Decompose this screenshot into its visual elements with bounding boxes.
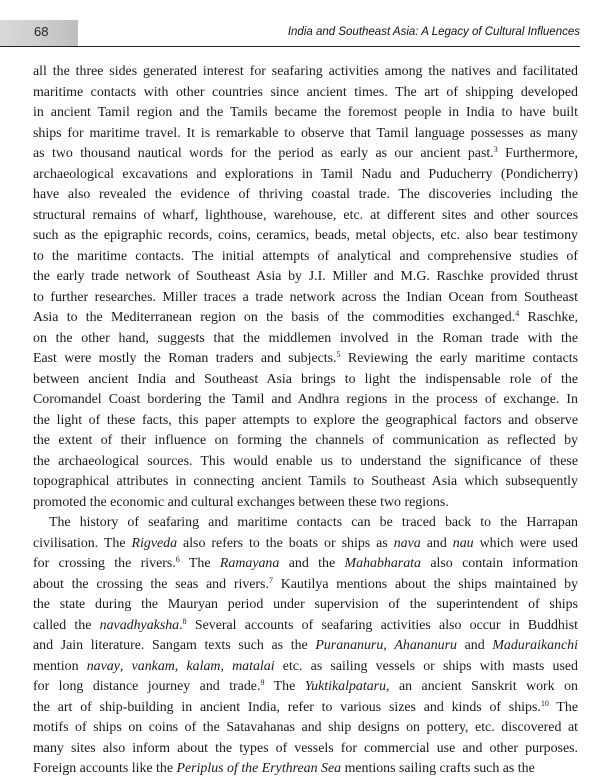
text-line: the state during the Mauryan period under supervision of the superintendent of ships [33, 597, 578, 612]
page-number: 68 [34, 24, 49, 39]
text-line: have also revealed the evidence of thriving coastal trade. The discoveries including the [33, 187, 578, 202]
text-line: the light of these facts, this paper attempts to explore the geographical factors and observe [33, 412, 578, 428]
page-header [0, 20, 580, 47]
running-title: India and Southeast Asia: A Legacy of Cultural Influences [287, 26, 580, 38]
text-line: in ancient Tamil region and the Tamils became the foremost people in India to have built [33, 105, 578, 120]
text-line: Asia to the Mediterranean region on the basis of the commodities exchanged.$^4$ Raschke, [33, 309, 578, 325]
text-line: about the crossing the seas and rivers.$^7$ Kautilya mentions about the ships maintained by [33, 575, 578, 592]
text-line: for crossing the rivers.$^6$ The Ramayana and the Mahabharata also contain information [33, 555, 578, 571]
text-line: on the other hand, suggests that the middlemen involved in the Roman trade with the [33, 330, 578, 346]
text-line: promoted the economic and cultural exchanges between these two regions. [33, 494, 449, 510]
text-line: and Jain literature. Sangam texts such as the Purananuru, Ahananuru and Maduraikanchi [33, 638, 578, 653]
text-line: the extent of their influence on forming the channels of communication as reflected by [33, 433, 578, 448]
text-line: such as the epigraphic records, coins, ceramics, beads, metal objects, etc. also bear testimony [33, 228, 578, 243]
text-line: mention navay, vankam, kalam, matalai etc. as sailing vessels or ships with masts used [33, 658, 578, 674]
text-line: structural remains of wharf, lighthouse, warehouse, etc. at different sites and other sources [33, 207, 578, 223]
body-text [33, 62, 578, 780]
text-line: topographical attributes in connecting ancient Tamils to Southeast Asia which subsequently [33, 474, 578, 489]
text-line: maritime contacts with other countries since ancient times. The art of shipping developed [33, 84, 578, 100]
text-line: Foreign accounts like the Periplus of the Erythrean Sea mentions sailing crafts such as the [33, 761, 535, 776]
footnote-marker: 3 [493, 145, 498, 154]
footnote-marker: 8 [182, 616, 187, 626]
text-line: the archaeological sources. This would enable us to understand the significance of these [33, 453, 578, 469]
text-line: between ancient India and Southeast Asia brings to light the indispensable role of the [33, 371, 578, 387]
footnote-marker: 5 [336, 350, 341, 359]
text-line: as two thousand nautical words for the period as early as our ancient past.$^3$ Furthermore, [33, 145, 578, 161]
text-line: Coromandel Coast bordering the Tamil and Andhra regions in the process of exchange. In [33, 392, 578, 407]
footnote-marker: 6 [175, 555, 180, 564]
text-line: for long distance journey and trade.$^9$ The Yuktikalpataru, an ancient Sanskrit work on [33, 678, 578, 694]
paragraph [33, 62, 578, 513]
text-line: the early trade network of Southeast Asia by J.I. Miller and M.G. Raschke provided thrust [33, 269, 578, 284]
footnote-marker: 9 [260, 678, 265, 687]
footnote-marker: 7 [268, 575, 273, 585]
text-line: all the three sides generated interest for seafaring activities among the natives and facilitated [33, 64, 578, 79]
text-line: to the maritime contacts. The initial attempts of analytical and comprehensive studies of [33, 248, 578, 264]
paragraph [33, 513, 578, 780]
text-line: many sites also inform about the types of vessels for commercial use and other purposes. [33, 740, 578, 756]
text-line: East were mostly the Roman traders and subjects.$^5$ Reviewing the early maritime contacts [33, 350, 579, 366]
text-line: motifs of ships on coins of the Satavahanas and ship designs on pottery, etc. discovered at [33, 720, 578, 735]
footnote-marker: 10 [540, 698, 549, 708]
text-line: civilisation. The Rigveda also refers to the boats or ships as nava and nau which were used [33, 535, 578, 551]
footnote-marker: 4 [515, 309, 520, 318]
text-line: archaeological excavations and explorations in Tamil Nadu and Puducherry (Pondicherry) [33, 166, 578, 182]
text-line: ships for maritime travel. It is remarkable to observe that Tamil language possesses as many [33, 125, 578, 141]
text-line: to further researches. Miller traces a trade network across the Indian Ocean from Southeast [33, 289, 578, 305]
text-line: called the navadhyaksha.$^8$ Several accounts of seafaring activities also occur in Buddhist [33, 616, 578, 633]
text-line: the art of ship-building in ancient India, refer to various sizes and kinds of ships.$^{10}$ The [33, 698, 578, 715]
page-number-tab [0, 20, 78, 46]
text-line: The history of seafaring and maritime contacts can be traced back to the Harrapan [49, 515, 578, 530]
